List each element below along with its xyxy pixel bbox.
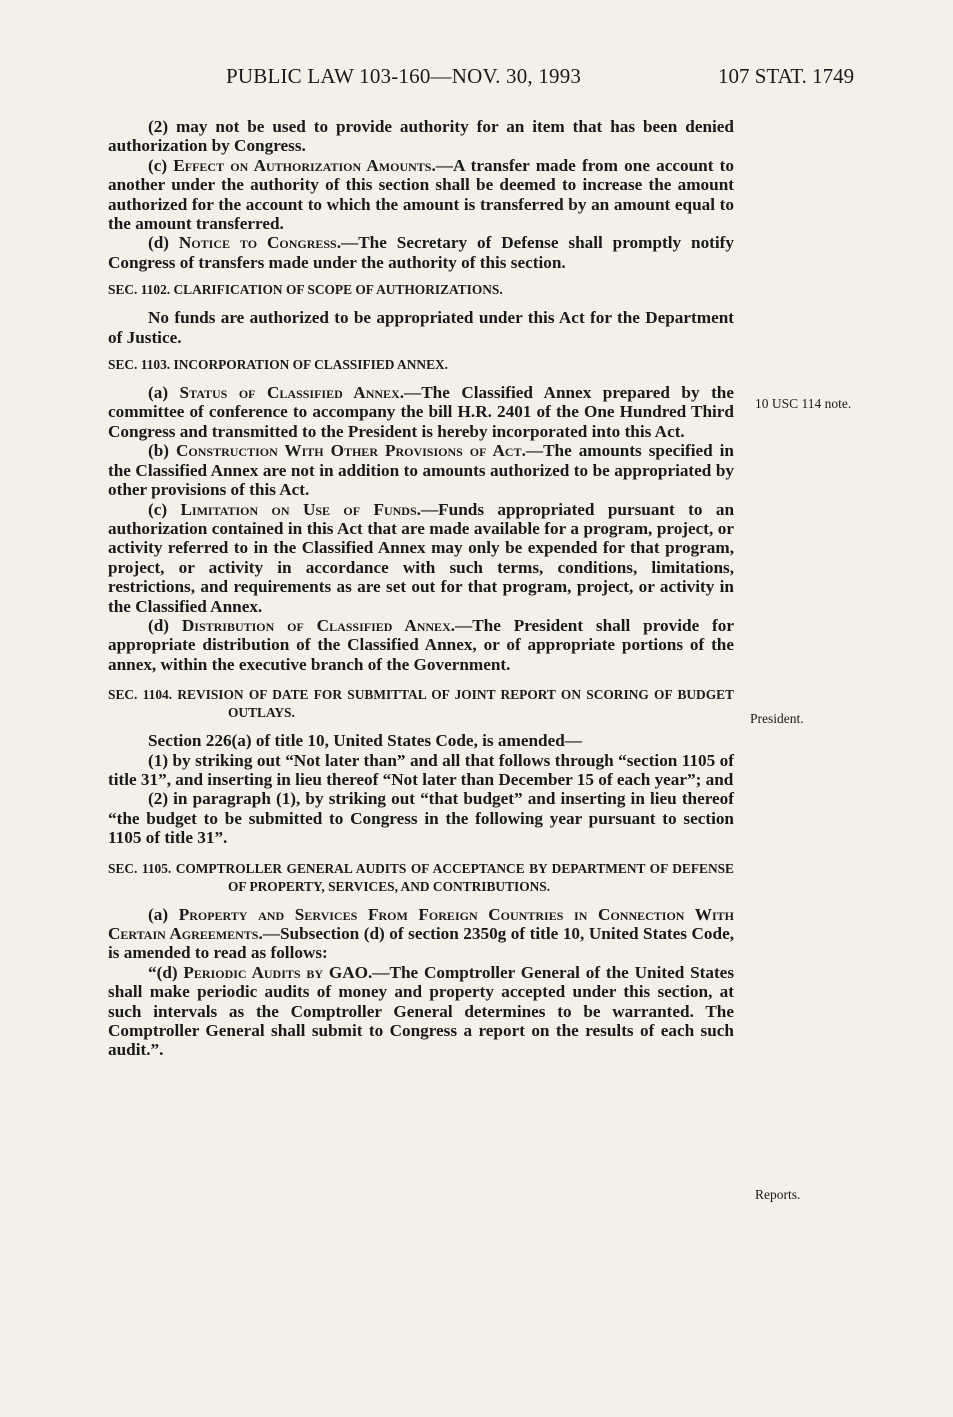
- subsec-heading: Property and Services From Foreign Countries in Connection With Certain Agreements.: [108, 904, 735, 943]
- sec1104-intro: Section 226(a) of title 10, United States Code, is amended—: [148, 731, 582, 751]
- sec1104-item-1: (1) by striking out “Not later than” and all that follows through “section 1105 of title 31”, and inserting in lieu thereof “Not later than December 15 of each year”; and: [108, 750, 734, 789]
- subsec-label: (a): [148, 383, 180, 403]
- page-header-stat: 107 STAT. 1749: [718, 64, 855, 88]
- sec1103-subsec-b: [108, 441, 734, 499]
- body-column: [108, 117, 734, 1060]
- subsec-text: —Subsection (d) of section 2350g of title 10, United States Code, is amended to read as follows:: [108, 924, 734, 963]
- sec1105-heading: SEC. 1105. COMPTROLLER GENERAL AUDITS OF ACCEPTANCE BY DEPARTMENT OF DEFENSE OF PROPERTY, SERVICES, AND CONTRIBUTIONS.: [108, 860, 734, 894]
- subsec-label: “(d): [148, 962, 184, 982]
- subsec-text: —Funds appropriated pursuant to an authorization contained in this Act that are made available for a program, project, or activity referred to in the Classified Annex may only be expended for that program, project, or activity in accordance with such terms, conditions, limitations, restrictions, and requirements as are set out for that program, project, or activity in the Classified Annex.: [108, 499, 734, 616]
- subsec-label: (c): [148, 155, 174, 175]
- sec1101-subsec-c: [108, 156, 734, 234]
- subsec-label: (c): [148, 499, 181, 519]
- subsec-label: (d): [148, 615, 182, 635]
- sec1101-para-2: (2) may not be used to provide authority for an item that has been denied authorization by Congress.: [108, 117, 734, 156]
- subsec-label: (d): [148, 233, 179, 253]
- sec1103-subsec-d: [108, 616, 734, 674]
- sec1105-subsec-a: [108, 905, 734, 963]
- subsec-heading: Notice to Congress.: [178, 233, 342, 253]
- sec1103-subsec-c: [108, 500, 734, 616]
- subsec-heading: Periodic Audits by GAO.: [183, 962, 373, 982]
- page-header-title: PUBLIC LAW 103-160—NOV. 30, 1993: [226, 64, 582, 88]
- subsec-heading: Status of Classified Annex.: [179, 383, 405, 403]
- subsec-heading: Limitation on Use of Funds.: [180, 499, 421, 519]
- sec1102-heading: SEC. 1102. CLARIFICATION OF SCOPE OF AUTHORIZATIONS.: [108, 282, 503, 298]
- subsec-heading: Distribution of Classified Annex.: [181, 615, 456, 635]
- subsec-text: —The amounts specified in the Classified Annex are not in addition to amounts authorized to be appropriated by other provisions of this Act.: [108, 441, 734, 500]
- margin-note-usc: 10 USC 114 note.: [755, 396, 852, 411]
- subsec-text: —The Secretary of Defense shall promptly notify Congress of transfers made under the authority of this section.: [108, 233, 734, 272]
- sec1103-subsec-a: [108, 383, 734, 441]
- margin-note-reports: Reports.: [755, 1187, 801, 1202]
- sec1104-item-2: (2) in paragraph (1), by striking out “that budget” and inserting in lieu thereof “the budget to be submitted to Congress in the following year pursuant to section 1105 of title 31”.: [108, 789, 734, 848]
- sec1102-text: No funds are authorized to be appropriated under this Act for the Department of Justice.: [108, 308, 734, 347]
- sec1105-subsec-d: [108, 963, 734, 1060]
- subsec-text: —The President shall provide for appropriate distribution of the Classified Annex, or of appropriate portions of the annex, within the executive branch of the Government.: [108, 615, 734, 674]
- subsec-heading: Construction With Other Provisions of Act.: [176, 441, 526, 461]
- margin-note-president: President.: [750, 711, 804, 726]
- subsec-heading: Effect on Authorization Amounts.: [173, 155, 436, 175]
- sec1104-heading: SEC. 1104. REVISION OF DATE FOR SUBMITTAL OF JOINT REPORT ON SCORING OF BUDGET OUTLAYS.: [108, 687, 734, 721]
- subsec-label: (b): [148, 441, 176, 461]
- sec1101-subsec-d: [108, 233, 734, 272]
- subsec-text: —The Classified Annex prepared by the committee of conference to accompany the bill H.R. 2401 of the One Hundred Third Congress and transmitted to the President is hereby incorporated into this Act.: [108, 383, 734, 441]
- subsec-text: —The Comptroller General of the United States shall make periodic audits of money and property accepted under this section, at such intervals as the Comptroller General determines to be warranted. The Comptroller General shall submit to Congress a report on the results of each such audit.”.: [108, 962, 735, 1060]
- sec1103-heading: SEC. 1103. INCORPORATION OF CLASSIFIED ANNEX.: [108, 357, 449, 373]
- subsec-text: —A transfer made from one account to another under the authority of this section shall be deemed to increase the amount authorized for the account to which the amount is transferred by an amount equal to the amount transferred.: [108, 155, 735, 234]
- subsec-label: (a): [148, 904, 179, 924]
